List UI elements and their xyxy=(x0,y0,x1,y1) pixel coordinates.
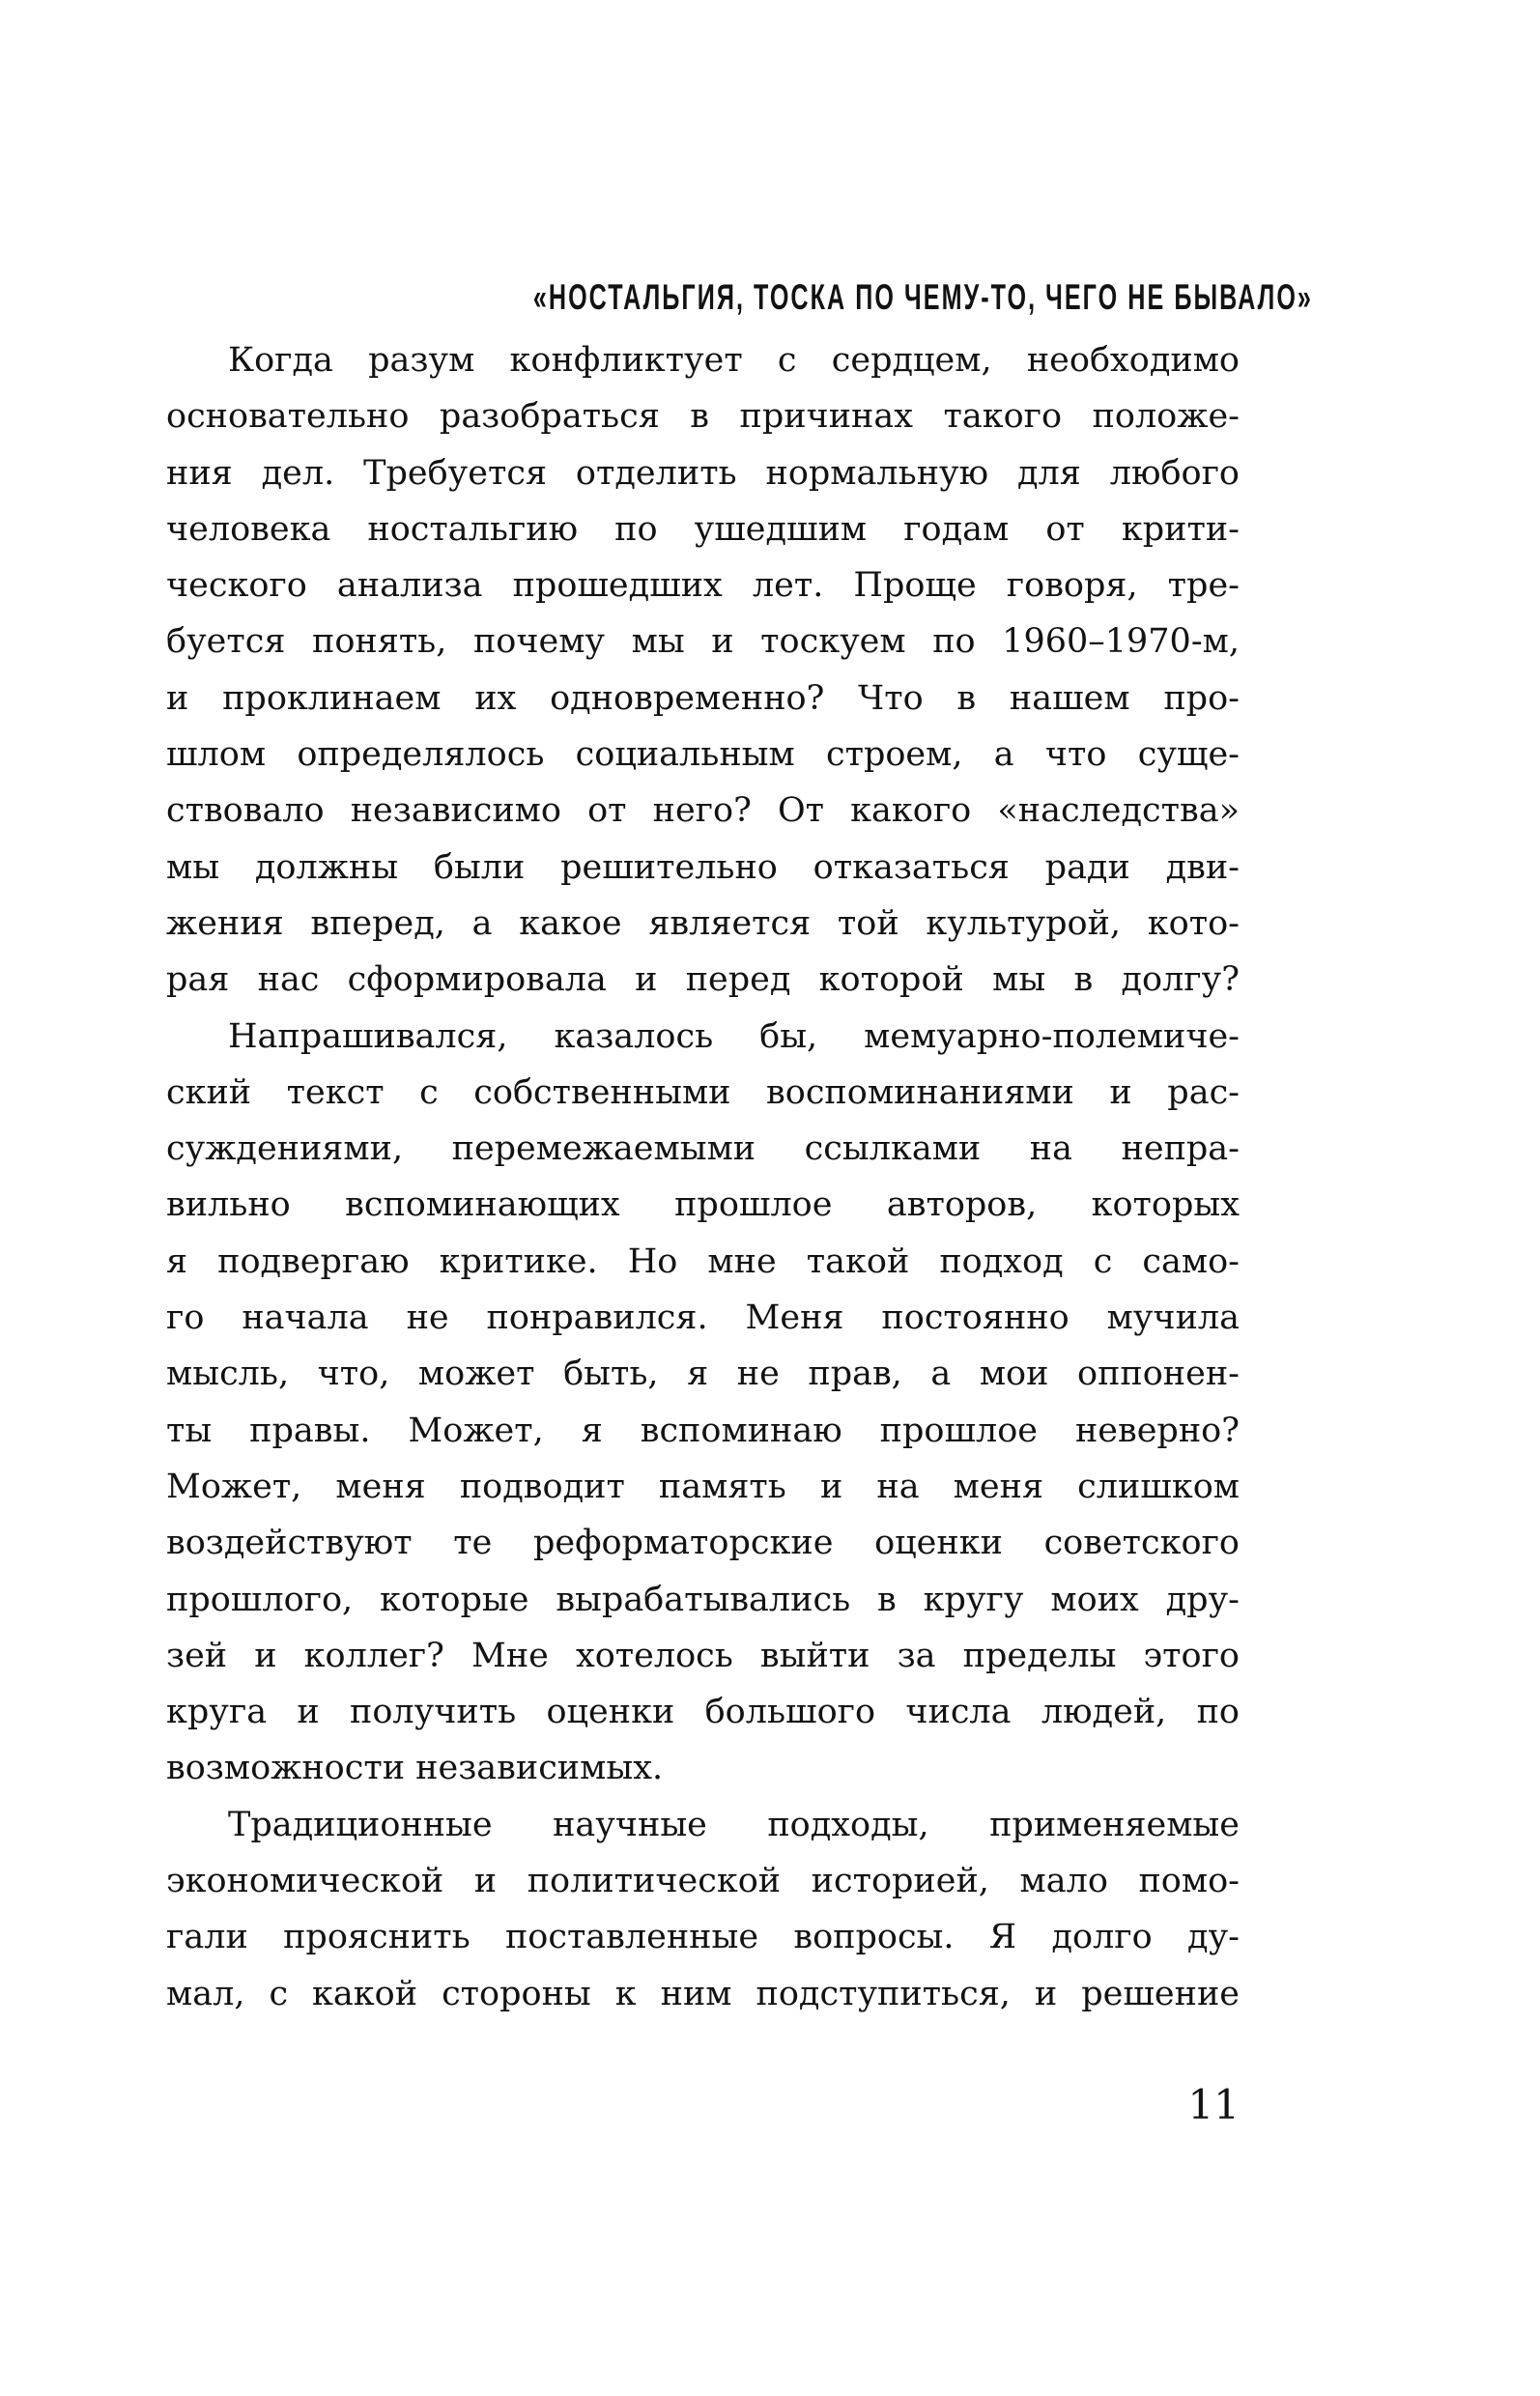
text-line: прошлого, которые вырабатывались в кругу моих дру- xyxy=(166,1580,1240,1619)
text-line: ния дел. Требуется отделить нормальную для любого xyxy=(166,453,1240,493)
paragraph xyxy=(166,1009,1240,1797)
text-line: гали прояснить поставленные вопросы. Я долго ду- xyxy=(166,1918,1240,1957)
running-head xyxy=(166,277,1313,317)
text-line: человека ностальгию по ушедшим годам от крити- xyxy=(166,509,1240,549)
text-line: воздействуют те реформаторские оценки советского xyxy=(166,1524,1240,1563)
text-line: Традиционные научные подходы, применяемые xyxy=(228,1805,1240,1844)
paragraph xyxy=(166,1797,1240,2022)
text-line: ский текст с собственными воспоминаниями и рас- xyxy=(166,1072,1240,1112)
text-line: экономической и политической историей, мало помо- xyxy=(166,1862,1240,1901)
text-line: зей и коллег? Мне хотелось выйти за пределы этого xyxy=(166,1636,1240,1675)
running-head-text: «НОСТАЛЬГИЯ, ТОСКА ПО ЧЕМУ-ТО, ЧЕГО НЕ БЫВАЛО» xyxy=(532,277,1313,317)
text-line: буется понять, почему мы и тоскуем по 1960–1970-м, xyxy=(166,622,1240,662)
text-line: го начала не понравился. Меня постоянно мучила xyxy=(166,1298,1240,1338)
text-line: возможности независимых. xyxy=(166,1749,664,1788)
page-number: 11 xyxy=(1187,2081,1240,2128)
text-line: ствовало независимо от него? От какого «наследства» xyxy=(166,791,1240,831)
text-line: мал, с какой стороны к ним подступиться, и решение xyxy=(166,1974,1240,2013)
paragraph xyxy=(166,332,1240,1009)
text-line: мы должны были решительно отказаться ради дви- xyxy=(166,847,1240,887)
text-line: я подвергаю критике. Но мне такой подход с само- xyxy=(166,1241,1240,1281)
text-block xyxy=(166,332,1240,2022)
text-line: Может, меня подводит память и на меня слишком xyxy=(166,1467,1240,1506)
text-line: жения вперед, а какое является той культурой, кото- xyxy=(166,903,1240,943)
text-line: вильно вспоминающих прошлое авторов, которых xyxy=(166,1185,1240,1225)
text-line: основательно разобраться в причинах такого положе- xyxy=(166,397,1240,437)
text-line: Когда разум конфликтует с сердцем, необходимо xyxy=(228,341,1240,380)
text-line: Напрашивался, казалось бы, мемуарно-полемиче- xyxy=(228,1016,1240,1056)
text-line: и проклинаем их одновременно? Что в нашем про- xyxy=(166,678,1240,718)
text-line: ты правы. Может, я вспоминаю прошлое неверно? xyxy=(166,1411,1240,1450)
text-line: круга и получить оценки большого числа людей, по xyxy=(166,1693,1240,1732)
text-line: мысль, что, может быть, я не прав, а мои оппонен- xyxy=(166,1355,1240,1394)
text-line: шлом определялось социальным строем, а что суще- xyxy=(166,735,1240,775)
text-line: рая нас сформировала и перед которой мы в долгу? xyxy=(166,960,1240,1000)
text-line: ческого анализа прошедших лет. Проще говоря, тре- xyxy=(166,566,1240,606)
text-line: суждениями, перемежаемыми ссылками на непра- xyxy=(166,1129,1240,1169)
